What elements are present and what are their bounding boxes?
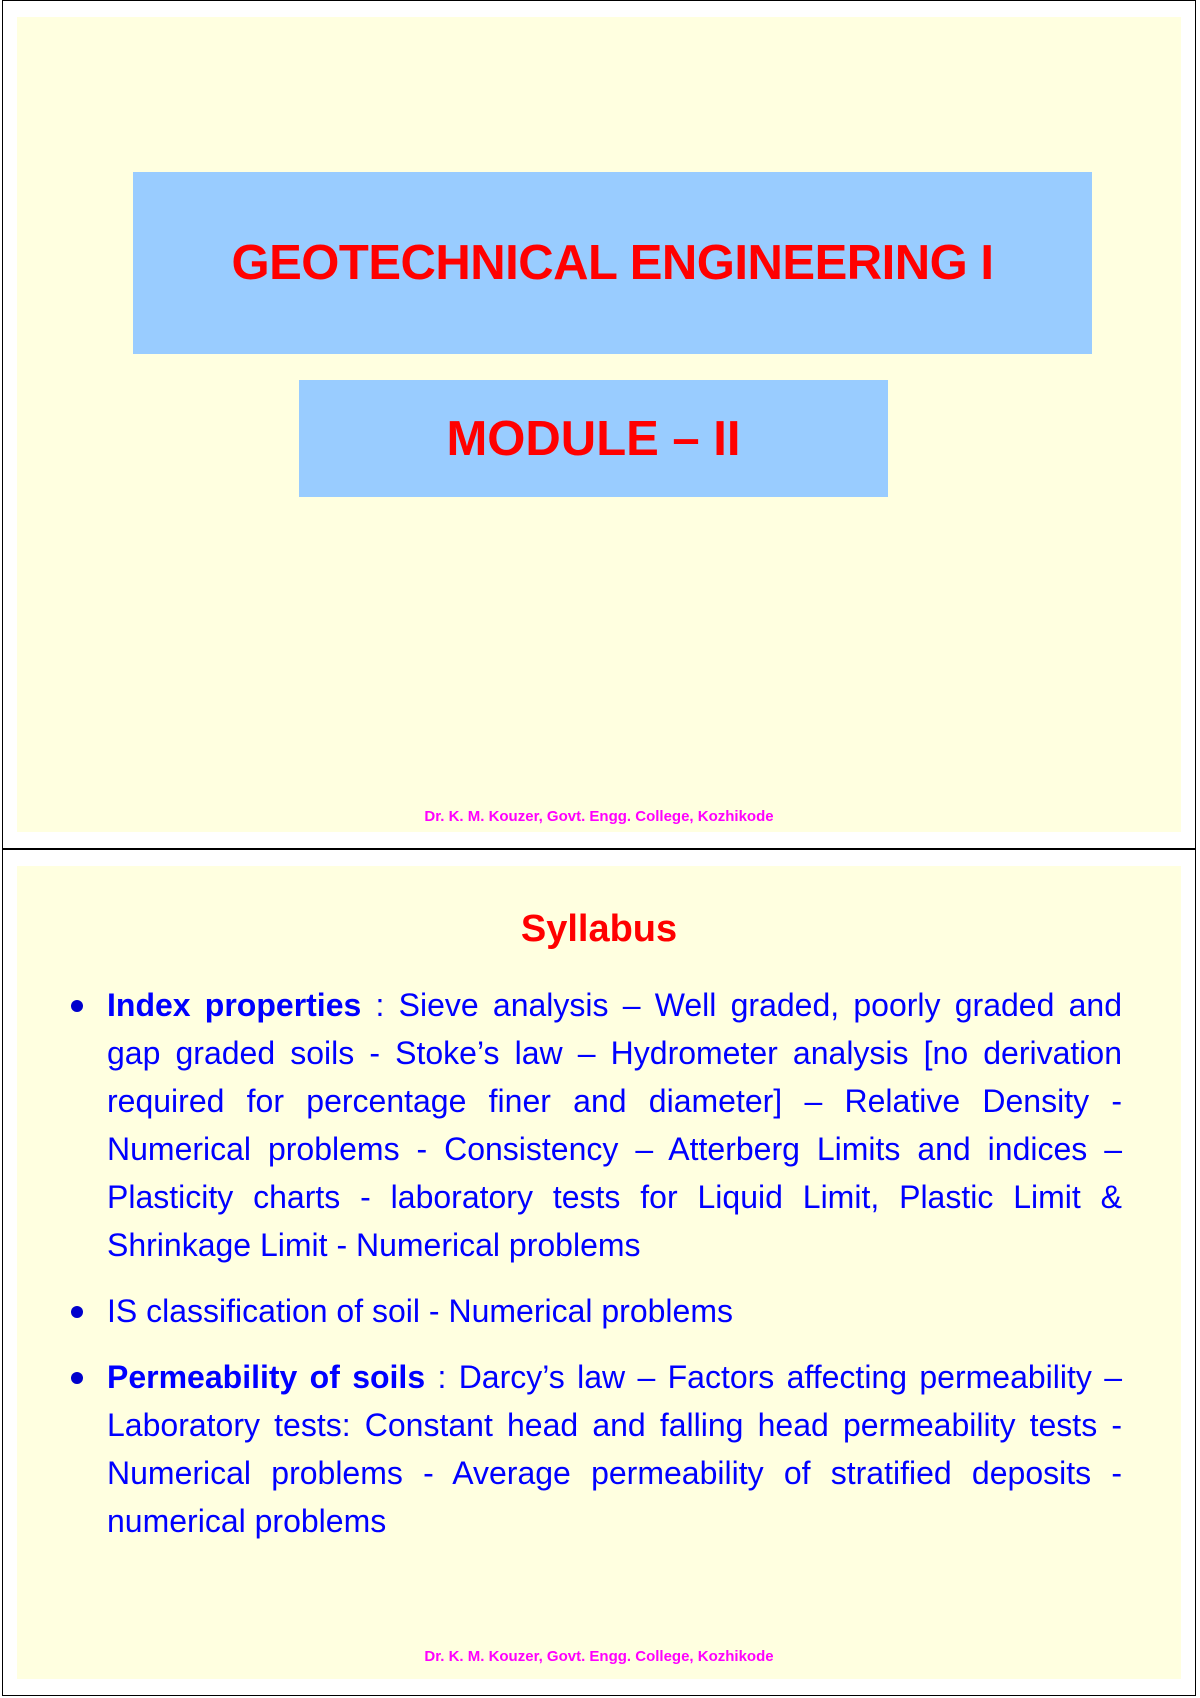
bullet-icon xyxy=(71,1000,83,1012)
slide-footer: Dr. K. M. Kouzer, Govt. Engg. College, Kozhikode xyxy=(424,808,774,825)
bullet-icon xyxy=(71,1372,83,1384)
item-text: : Darcy’s law – Factors affecting permeability – Laboratory tests: Constant head and falling head permeability tests - Numerical problems - Average permeability of stratified deposits - numerical problems xyxy=(107,1359,1123,1539)
slide-1 xyxy=(2,0,1196,849)
module-title: MODULE – II xyxy=(446,411,741,466)
list-item xyxy=(63,981,1122,1269)
syllabus-list xyxy=(63,981,1122,1563)
item-text: IS classification of soil - Numerical problems xyxy=(107,1293,733,1329)
slide-2 xyxy=(2,849,1196,1696)
item-term: Permeability of soils xyxy=(107,1359,426,1395)
item-text: : Sieve analysis – Well graded, poorly graded and gap graded soils - Stoke’s law – Hydrometer analysis [no derivation required for percentage finer and diameter] – Relative Density - Numerical problems - Consistency – Atterberg Limits and indices – Plasticity charts - laboratory tests for Liquid Limit, Plastic Limit & Shrinkage Limit - Numerical problems xyxy=(107,987,1123,1263)
bullet-icon xyxy=(71,1306,83,1318)
list-item xyxy=(63,1287,1122,1335)
syllabus-heading: Syllabus xyxy=(520,908,678,950)
module-title-box xyxy=(299,380,888,497)
list-item xyxy=(63,1353,1122,1545)
course-title: GEOTECHNICAL ENGINEERING I xyxy=(231,236,994,290)
slide-footer: Dr. K. M. Kouzer, Govt. Engg. College, Kozhikode xyxy=(424,1648,774,1665)
course-title-box xyxy=(133,172,1092,354)
item-term: Index properties xyxy=(107,987,362,1023)
